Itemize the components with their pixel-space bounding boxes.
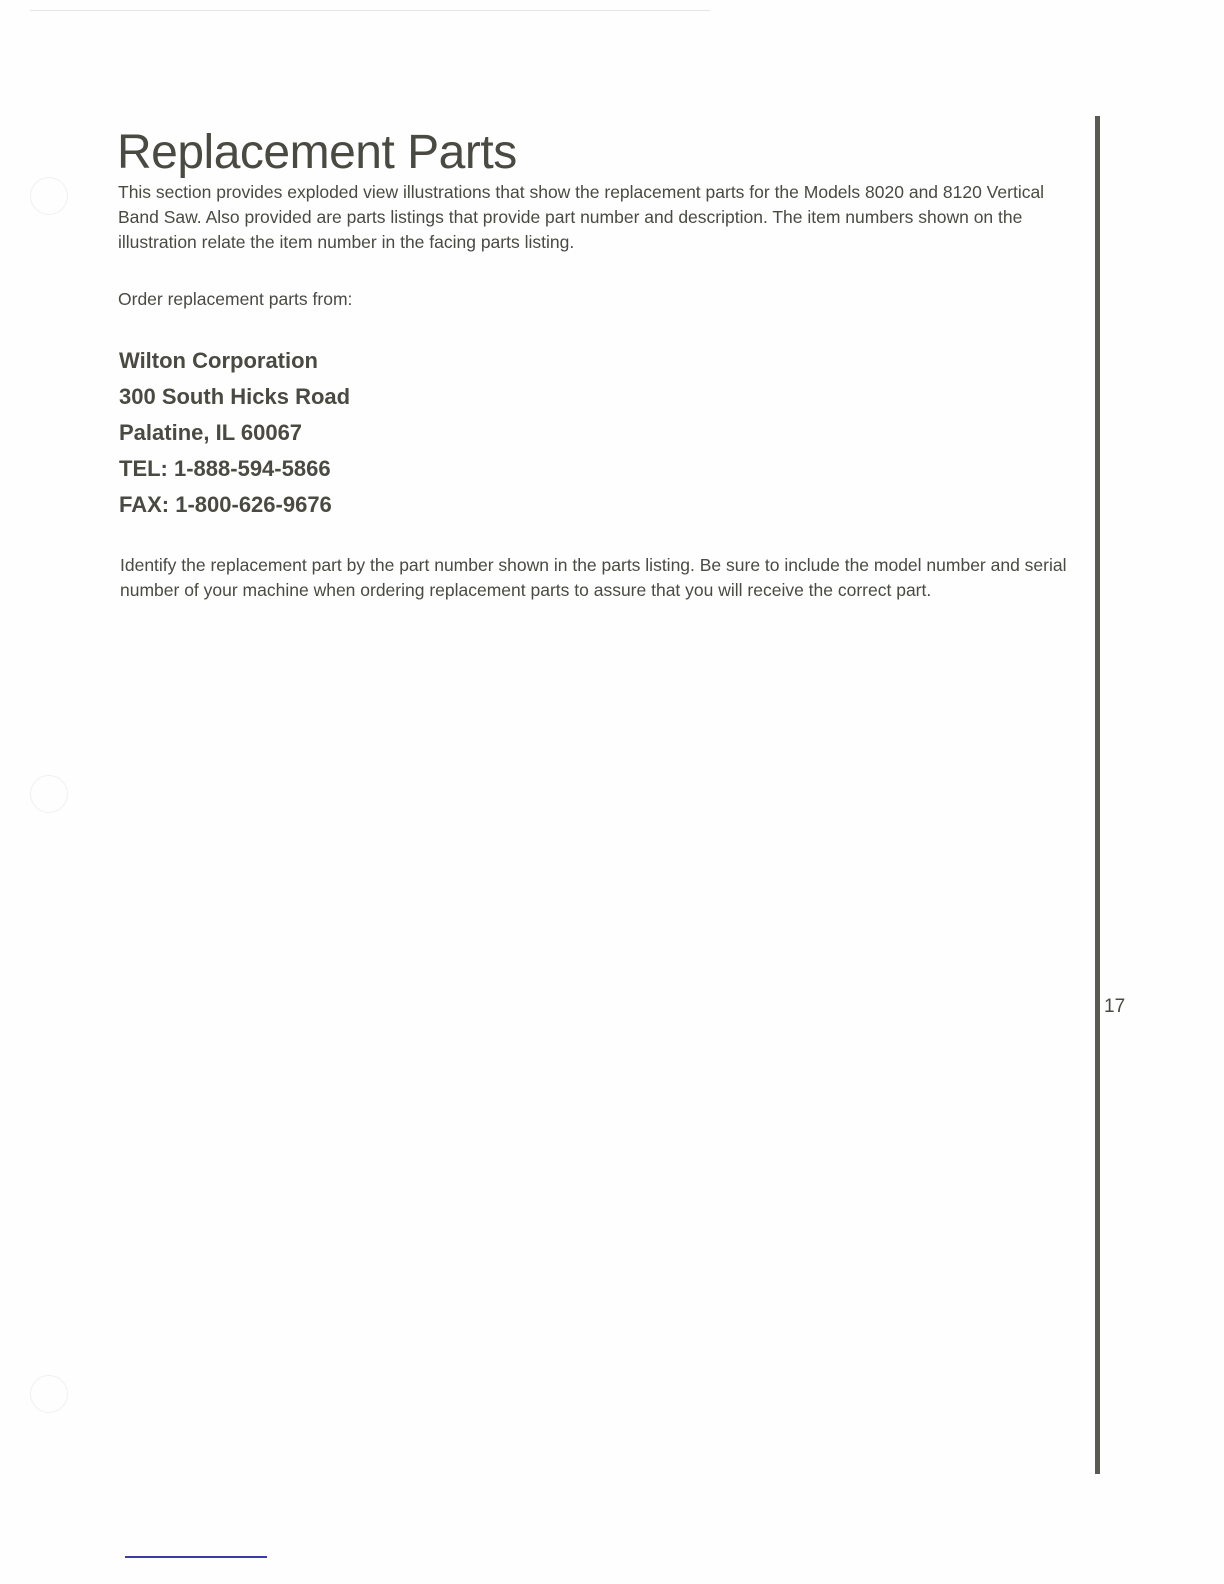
telephone-number: TEL: 1-888-594-5866: [119, 456, 331, 481]
page-title: Replacement Parts: [117, 126, 517, 179]
city-state-zip: Palatine, IL 60067: [119, 420, 303, 445]
fax-number: FAX: 1-800-626-9676: [119, 492, 332, 517]
vertical-margin-bar: [1095, 116, 1100, 1474]
closing-paragraph: Identify the replacement part by the part number shown in the parts listing. Be sure to include the model number and serial number of your machine when ordering replacement parts to assure that you will receive the correct part.: [120, 555, 1067, 600]
binder-hole-top: [30, 177, 68, 215]
street-address: 300 South Hicks Road: [119, 384, 351, 409]
top-scan-line: [30, 10, 710, 11]
company-name: Wilton Corporation: [119, 348, 318, 373]
intro-paragraph: This section provides exploded view illustrations that show the replacement parts for the Models 8020 and 8120 Vertical Band Saw. Also provided are parts listings that provide part number and description. The item numbers shown on the illustration relate the item number in the facing parts listing.: [118, 182, 1045, 252]
binder-hole-bottom: [30, 1375, 68, 1413]
order-instruction: Order replacement parts from:: [118, 289, 353, 309]
bottom-blue-line: [125, 1556, 267, 1558]
contact-address-block: [119, 343, 350, 523]
page-number: 17: [1104, 996, 1126, 1017]
binder-hole-middle: [30, 775, 68, 813]
